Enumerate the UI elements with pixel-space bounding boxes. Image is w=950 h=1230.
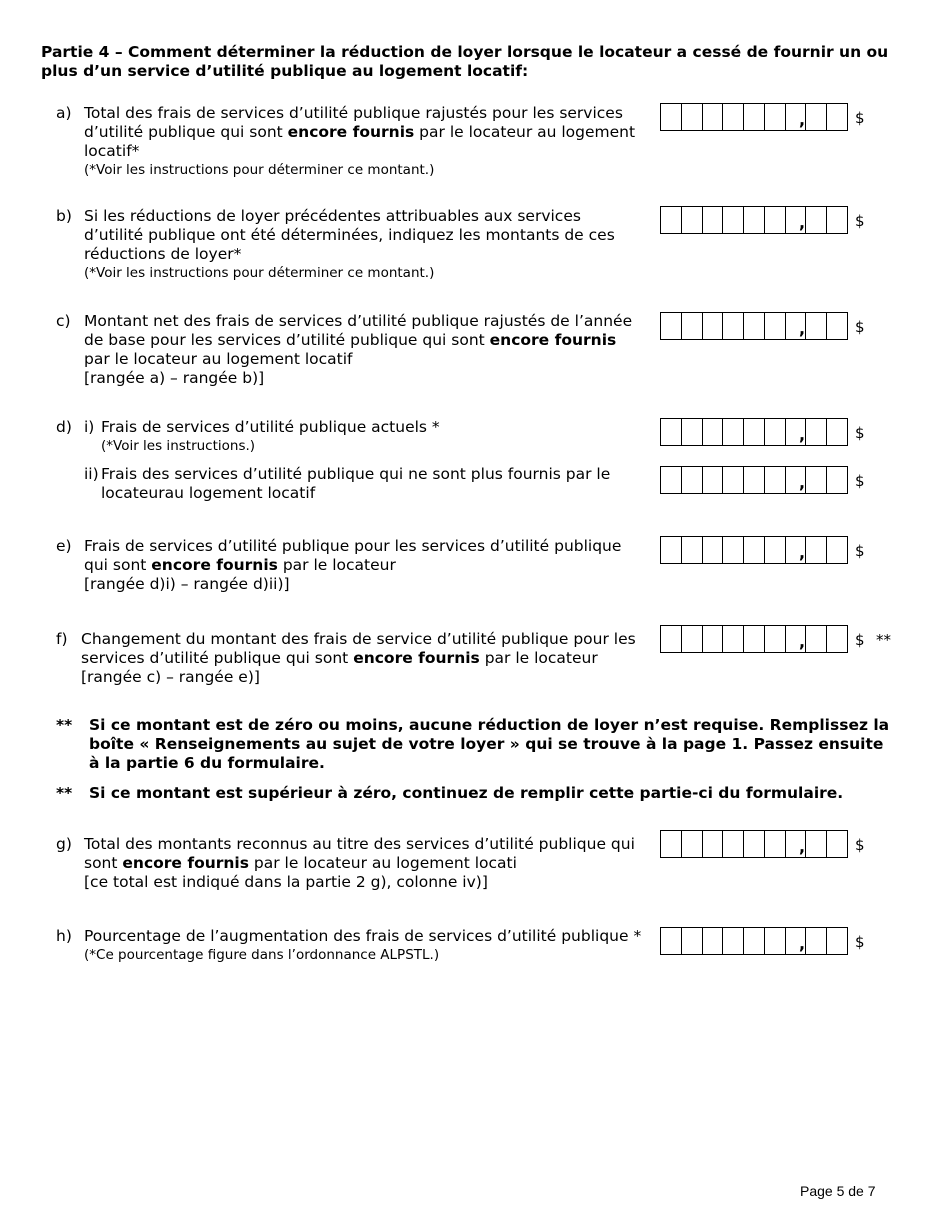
page-number: Page 5 de 7 (800, 1183, 876, 1199)
row-d-i-text: Frais de services d’utilité publique actuels * (*Voir les instructions.) (101, 418, 641, 455)
row-d-letter: d) (56, 418, 72, 436)
row-c-dollar: $ (855, 318, 865, 336)
row-e-amount-field[interactable] (660, 536, 848, 564)
row-b-comma: , (799, 213, 806, 232)
row-d-ii-label: ii) (84, 465, 99, 483)
row-a-dollar: $ (855, 109, 865, 127)
row-d-i-amount-field[interactable] (660, 418, 848, 446)
row-b-amount-field[interactable] (660, 206, 848, 234)
part-4-heading: Partie 4 – Comment déterminer la réduction de loyer lorsque le locateur a cessé de fournir un ou plus d’un service d’utilité publique au logement locatif: (41, 43, 889, 80)
row-e-comma: , (799, 543, 806, 562)
row-h-text: Pourcentage de l’augmentation des frais de services d’utilité publique * (*Ce pourcentage figure dans l’ordonnance ALPSTL.) (84, 927, 659, 964)
row-b-note: (*Voir les instructions pour déterminer ce montant.) (84, 265, 435, 281)
row-e-text: Frais de services d’utilité publique pour les services d’utilité publique qui sont encore fournis par le locateur [rangée d)i) – rangée d)ii)] (84, 537, 644, 594)
row-d-i-comma: , (799, 425, 806, 444)
row-h-comma: , (799, 934, 806, 953)
row-a-letter: a) (56, 104, 72, 122)
row-d-ii-dollar: $ (855, 472, 865, 490)
row-d-i-dollar: $ (855, 424, 865, 442)
row-d-ii-comma: , (799, 473, 806, 492)
row-f-comma: , (799, 632, 806, 651)
row-d-i-label: i) (84, 418, 95, 436)
row-a-note: (*Voir les instructions pour déterminer ce montant.) (84, 162, 435, 178)
row-h-dollar: $ (855, 933, 865, 951)
row-g-letter: g) (56, 835, 72, 853)
row-d-ii-text: Frais des services d’utilité publique qui ne sont plus fournis par le locateurau logement locatif (101, 465, 611, 502)
row-c-text: Montant net des frais de services d’utilité publique rajustés de l’année de base pour les services d’utilité publique qui sont encore fournis par le locateur au logement locatif [rangée a) – rangée b)] (84, 312, 644, 388)
row-d-ii-amount-field[interactable] (660, 466, 848, 494)
row-c-letter: c) (56, 312, 71, 330)
row-a-amount-field[interactable] (660, 103, 848, 131)
row-b-letter: b) (56, 207, 72, 225)
row-b-dollar: $ (855, 212, 865, 230)
row-f-formula: [rangée c) – rangée e)] (81, 668, 260, 686)
row-f-stars: ** (876, 631, 891, 649)
row-g-comma: , (799, 837, 806, 856)
row-c-formula: [rangée a) – rangée b)] (84, 369, 265, 387)
row-e-dollar: $ (855, 542, 865, 560)
row-a-comma: , (799, 110, 806, 129)
row-e-formula: [rangée d)i) – rangée d)ii)] (84, 575, 290, 593)
row-g-text: Total des montants reconnus au titre des services d’utilité publique qui sont encore fournis par le locateur au logement locati [ce total est indiqué dans la partie 2 g), colonne iv)] (84, 835, 644, 892)
row-f-amount-field[interactable] (660, 625, 848, 653)
row-a-text: Total des frais de services d’utilité publique rajustés pour les services d’utilité publique qui sont encore fournis par le locateur au logement locatif* (*Voir les instructions pour déterminer ce montant.) (84, 104, 644, 179)
row-g-formula: [ce total est indiqué dans la partie 2 g), colonne iv)] (84, 873, 488, 891)
row-g-dollar: $ (855, 836, 865, 854)
row-d-i-note: (*Voir les instructions.) (101, 438, 256, 454)
row-f-dollar: $ (855, 631, 865, 649)
row-e-letter: e) (56, 537, 72, 555)
row-f-text: Changement du montant des frais de service d’utilité publique pour les services d’utilité publique qui sont encore fournis par le locateur [rangée c) – rangée e)] (81, 630, 641, 687)
row-b-text: Si les réductions de loyer précédentes attribuables aux services d’utilité publique ont été déterminées, indiquez les montants de ces réductions de loyer* (*Voir les instructions pour déterminer ce montant.) (84, 207, 644, 282)
row-h-percentage-field[interactable] (660, 927, 848, 955)
row-f-letter: f) (56, 630, 68, 648)
row-h-letter: h) (56, 927, 72, 945)
row-h-note: (*Ce pourcentage figure dans l’ordonnance ALPSTL.) (84, 947, 440, 963)
row-c-comma: , (799, 319, 806, 338)
row-g-amount-field[interactable] (660, 830, 848, 858)
row-c-amount-field[interactable] (660, 312, 848, 340)
